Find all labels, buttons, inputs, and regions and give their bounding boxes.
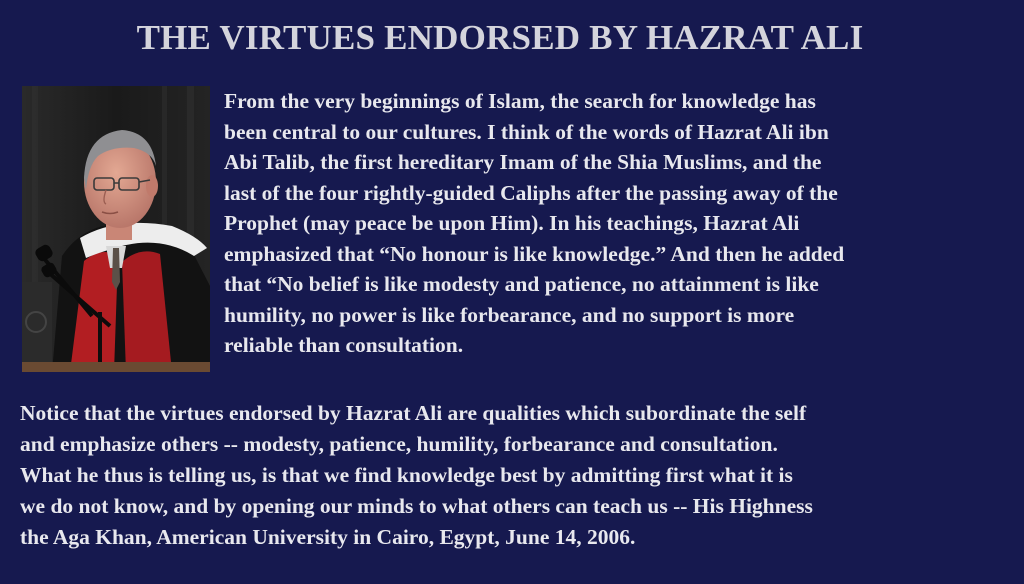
quote-paragraph — [224, 86, 1016, 361]
commentary-paragraph — [20, 398, 1020, 553]
commentary-line: and emphasize others -- modesty, patience, humility, forbearance and consultation. — [20, 432, 778, 456]
quote-line: Prophet (may peace be upon Him). In his teachings, Hazrat Ali — [224, 211, 800, 235]
quote-line: reliable than consultation. — [224, 333, 464, 357]
commentary-line: we do not know, and by opening our minds to what others can teach us -- His Highness — [20, 494, 813, 518]
quote-line: Abi Talib, the first hereditary Imam of the Shia Muslims, and the — [224, 150, 822, 174]
speaker-photo — [22, 86, 210, 372]
quote-line: last of the four rightly-guided Caliphs after the passing away of the — [224, 180, 838, 205]
quote-line: emphasized that “No honour is like knowledge.” And then he added — [224, 241, 845, 266]
commentary-line: the Aga Khan, American University in Cairo, Egypt, June 14, 2006. — [20, 525, 636, 549]
quote-line: that “No belief is like modesty and patience, no attainment is like — [224, 272, 819, 296]
page-title: THE VIRTUES ENDORSED BY HAZRAT ALI — [136, 18, 864, 57]
quote-line: humility, no power is like forbearance, and no support is more — [224, 302, 795, 327]
quote-line: From the very beginnings of Islam, the search for knowledge has — [224, 89, 816, 113]
speaker-illustration — [22, 86, 210, 372]
commentary-line: What he thus is telling us, is that we find knowledge best by admitting first what it is — [20, 463, 793, 487]
quote-line: been central to our cultures. I think of the words of Hazrat Ali ibn — [224, 119, 829, 144]
commentary-line: Notice that the virtues endorsed by Hazrat Ali are qualities which subordinate the self — [20, 401, 807, 425]
